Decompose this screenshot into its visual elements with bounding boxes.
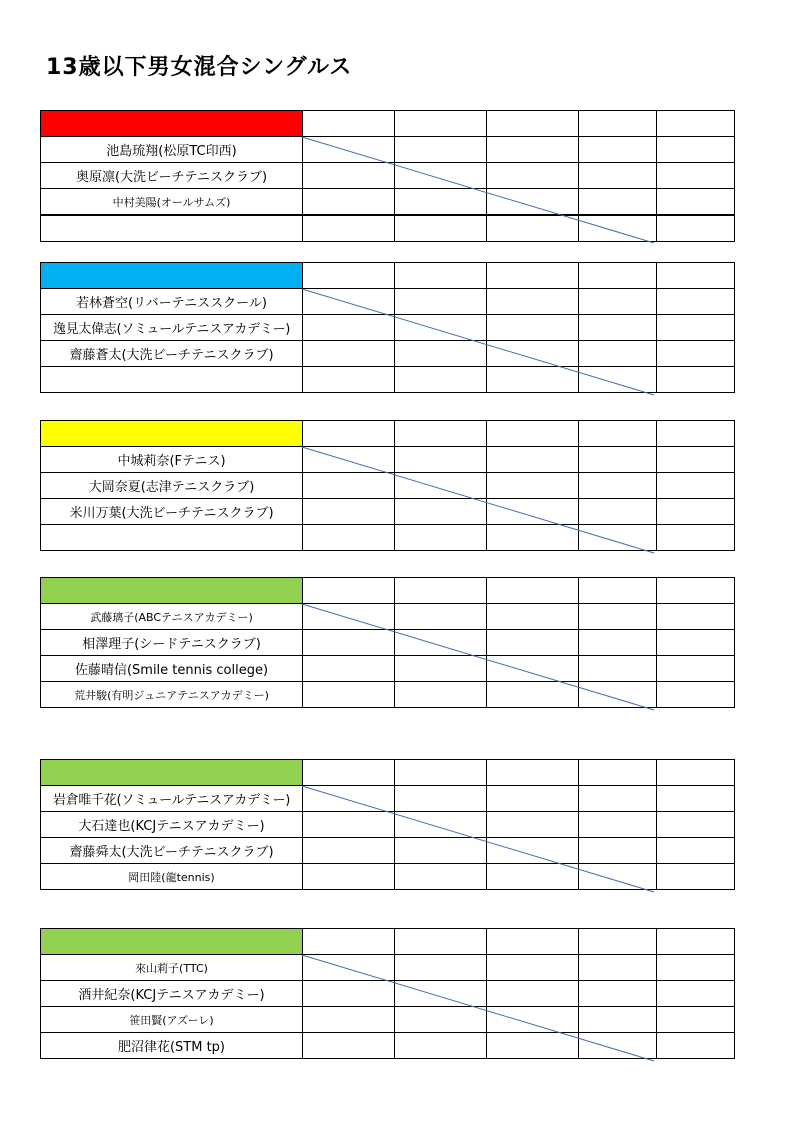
- table-row: [41, 1033, 735, 1059]
- draw-group: [40, 759, 732, 890]
- table-row: [41, 981, 735, 1007]
- group-table: [40, 759, 735, 890]
- group-header-row: [41, 263, 735, 289]
- table-row: [41, 499, 735, 525]
- group-header-row: [41, 421, 735, 447]
- player-name: 岡田陸(龍tennis): [41, 864, 303, 890]
- table-row: [41, 189, 735, 216]
- table-row: [41, 215, 735, 242]
- table-row: [41, 812, 735, 838]
- table-row: [41, 473, 735, 499]
- player-name: 笹田賢(アズーレ): [41, 1007, 303, 1033]
- player-name: 荒井駿(有明ジュニアテニスアカデミー): [41, 682, 303, 708]
- group-table: [40, 928, 735, 1059]
- player-name: [41, 367, 303, 393]
- group-color-cell: [41, 929, 303, 955]
- table-row: [41, 289, 735, 315]
- player-name: 若林蒼空(リバーテニススクール): [41, 289, 303, 315]
- table-row: [41, 367, 735, 393]
- group-table: [40, 577, 735, 708]
- player-name: 大石達也(KCJテニスアカデミー): [41, 812, 303, 838]
- draw-group: [40, 928, 732, 1059]
- player-name: 中村美陽(オールサムズ): [41, 189, 303, 216]
- player-name: [41, 525, 303, 551]
- player-name: 酒井紀奈(KCJテニスアカデミー): [41, 981, 303, 1007]
- table-row: [41, 341, 735, 367]
- player-name: 奥原凛(大洗ビーチテニスクラブ): [41, 163, 303, 189]
- group-color-cell: [41, 760, 303, 786]
- player-name: 武藤璃子(ABCテニスアカデミー): [41, 604, 303, 630]
- player-name: 池島琉翔(松原TC印西): [41, 137, 303, 163]
- player-name: 佐藤晴信(Smile tennis college): [41, 656, 303, 682]
- player-name: [41, 215, 303, 242]
- table-row: [41, 838, 735, 864]
- table-row: [41, 137, 735, 163]
- group-color-cell: [41, 263, 303, 289]
- player-name: 中城莉奈(Fテニス): [41, 447, 303, 473]
- group-header-row: [41, 760, 735, 786]
- group-color-cell: [41, 111, 303, 137]
- table-row: [41, 1007, 735, 1033]
- group-header-row: [41, 929, 735, 955]
- group-header-row: [41, 578, 735, 604]
- table-row: [41, 604, 735, 630]
- table-row: [41, 447, 735, 473]
- table-row: [41, 955, 735, 981]
- table-row: [41, 315, 735, 341]
- player-name: 大岡奈夏(志津テニスクラブ): [41, 473, 303, 499]
- draw-group: [40, 110, 732, 242]
- group-table: [40, 420, 735, 551]
- player-name: 齋藤舜太(大洗ビーチテニスクラブ): [41, 838, 303, 864]
- table-row: [41, 786, 735, 812]
- table-row: [41, 656, 735, 682]
- player-name: 齋藤蒼太(大洗ビーチテニスクラブ): [41, 341, 303, 367]
- group-table: [40, 110, 735, 242]
- table-row: [41, 630, 735, 656]
- page-title: 13歳以下男女混合シングルス: [46, 55, 353, 80]
- player-name: 來山莉子(TTC): [41, 955, 303, 981]
- draw-group: [40, 420, 732, 551]
- table-row: [41, 525, 735, 551]
- player-name: 岩倉唯千花(ソミュールテニスアカデミー): [41, 786, 303, 812]
- group-header-row: [41, 111, 735, 137]
- group-color-cell: [41, 421, 303, 447]
- player-name: 相澤理子(シードテニスクラブ): [41, 630, 303, 656]
- player-name: 肥沼律花(STM tp): [41, 1033, 303, 1059]
- table-row: [41, 864, 735, 890]
- group-color-cell: [41, 578, 303, 604]
- player-name: 逸見太偉志(ソミュールテニスアカデミー): [41, 315, 303, 341]
- draw-group: [40, 577, 732, 708]
- group-table: [40, 262, 735, 393]
- player-name: 米川万葉(大洗ビーチテニスクラブ): [41, 499, 303, 525]
- draw-group: [40, 262, 732, 393]
- table-row: [41, 163, 735, 189]
- table-row: [41, 682, 735, 708]
